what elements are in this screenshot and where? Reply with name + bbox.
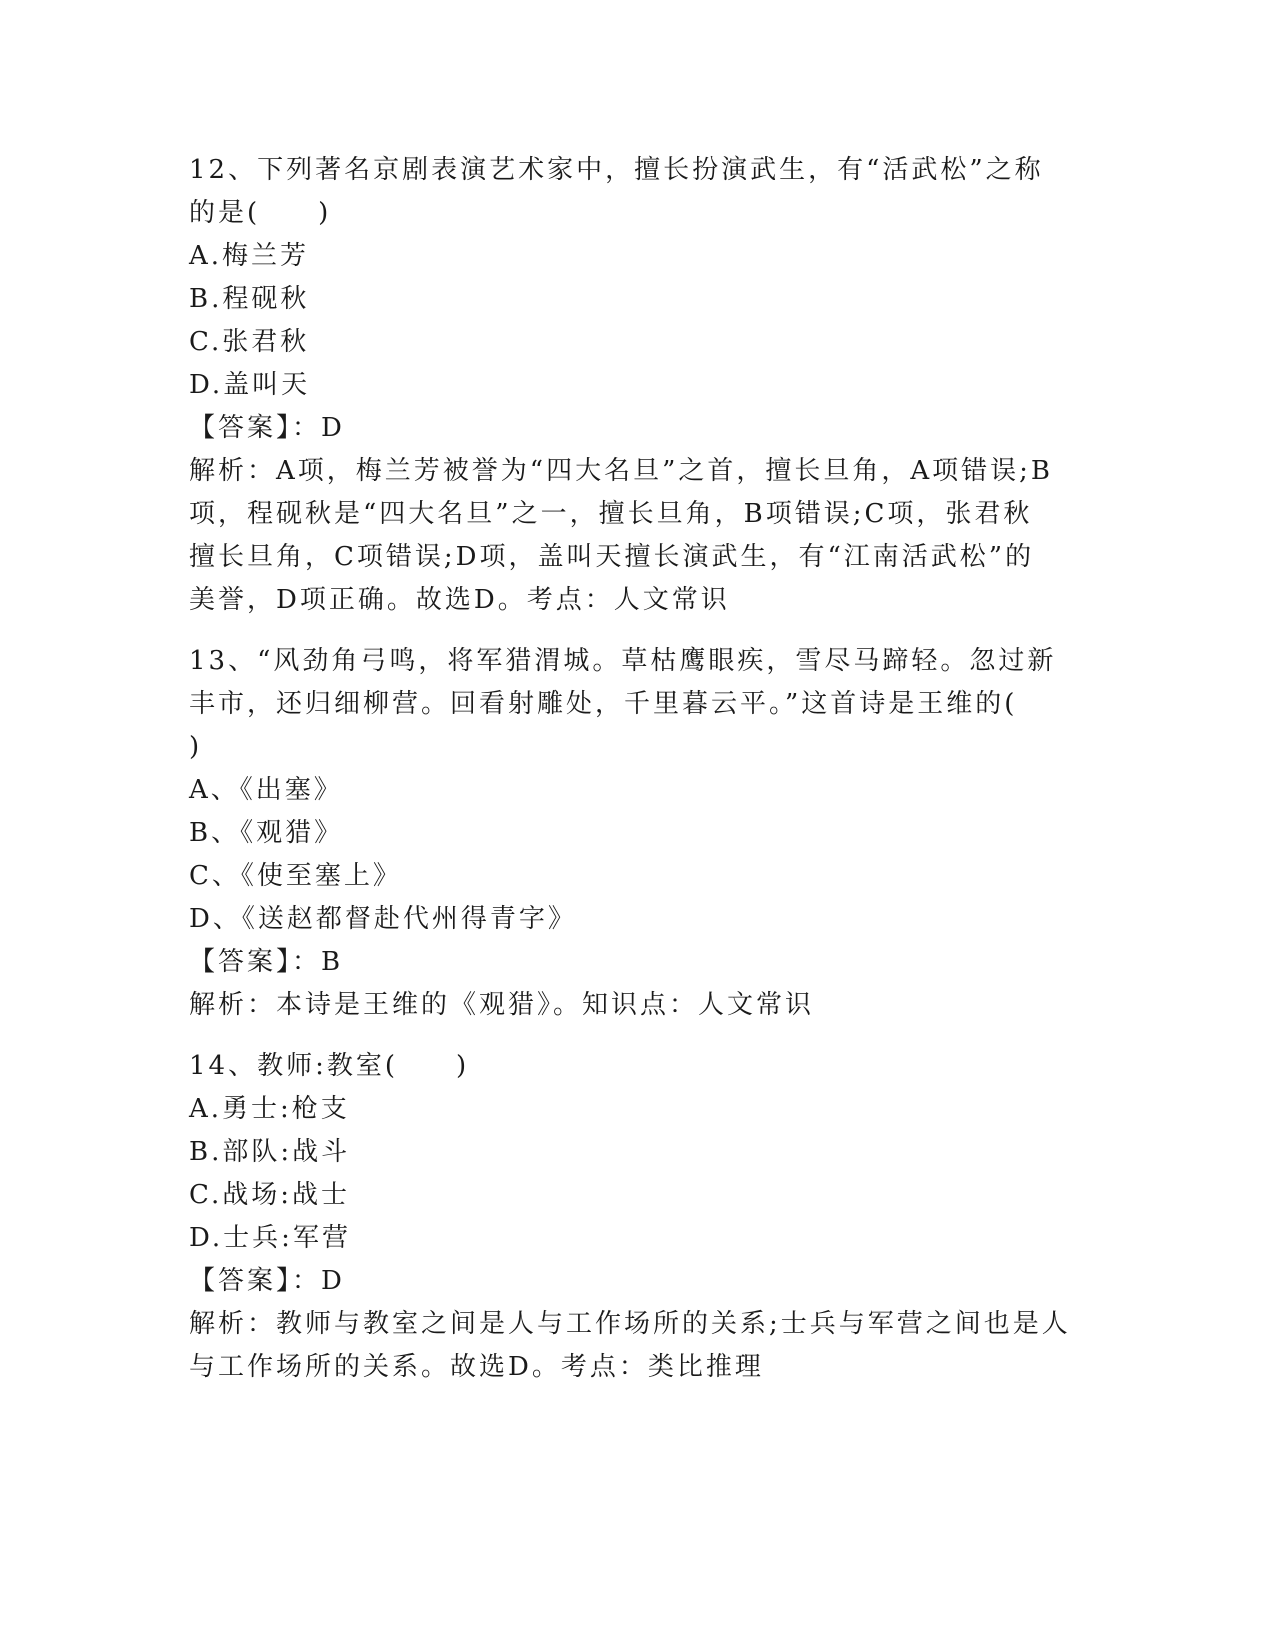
analysis-line: 解析：A项，梅兰芳被誉为“四大名旦”之首，擅长旦角，A项错误;B — [189, 456, 1054, 486]
analysis-line: 项，程砚秋是“四大名旦”之一，擅长旦角，B项错误;C项，张君秋 — [189, 499, 1033, 529]
question-stem-line: 的是( ) — [189, 198, 332, 228]
option-d: D.盖叫天 — [189, 370, 311, 400]
analysis-line: 与工作场所的关系。故选D。考点：类比推理 — [189, 1352, 764, 1382]
option-a: A.梅兰芳 — [189, 241, 310, 271]
option-c: C.张君秋 — [189, 327, 310, 357]
option-a: A、《出塞》 — [189, 775, 343, 805]
option-d: D、《送赵都督赴代州得青字》 — [189, 904, 577, 934]
option-b: B.程砚秋 — [189, 284, 310, 314]
option-b: B、《观猎》 — [189, 818, 344, 848]
question-12 — [189, 149, 1089, 622]
answer-key: 【答案】：B — [189, 947, 344, 977]
option-b: B.部队:战斗 — [189, 1137, 351, 1167]
question-stem-line: 丰市，还归细柳营。回看射雕处，千里暮云平。”这首诗是王维的( — [189, 689, 1018, 719]
option-a: A.勇士:枪支 — [189, 1094, 350, 1124]
question-14 — [189, 1045, 1089, 1389]
question-stem-line: 13、“风劲角弓鸣，将军猎渭城。草枯鹰眼疾，雪尽马蹄轻。忽过新 — [189, 646, 1057, 676]
option-c: C、《使至塞上》 — [189, 861, 402, 891]
question-stem-line: 12、下列著名京剧表演艺术家中，擅长扮演武生，有“活武松”之称 — [189, 155, 1044, 185]
option-d: D.士兵:军营 — [189, 1223, 351, 1253]
analysis-line: 擅长旦角，C项错误;D项，盖叫天擅长演武生，有“江南活武松”的 — [189, 542, 1035, 572]
question-13 — [189, 640, 1089, 1027]
option-c: C.战场:战士 — [189, 1180, 350, 1210]
answer-key: 【答案】：D — [189, 1266, 345, 1296]
answer-key: 【答案】：D — [189, 413, 345, 443]
analysis-line: 解析：教师与教室之间是人与工作场所的关系;士兵与军营之间也是人 — [189, 1309, 1071, 1339]
document-page — [189, 149, 1089, 1389]
analysis-line: 解析：本诗是王维的《观猎》。知识点：人文常识 — [189, 990, 815, 1020]
question-stem-line: 14、教师:教室( ) — [189, 1051, 470, 1081]
question-stem-line: ) — [189, 732, 203, 762]
analysis-line: 美誉，D项正确。故选D。考点：人文常识 — [189, 585, 730, 615]
